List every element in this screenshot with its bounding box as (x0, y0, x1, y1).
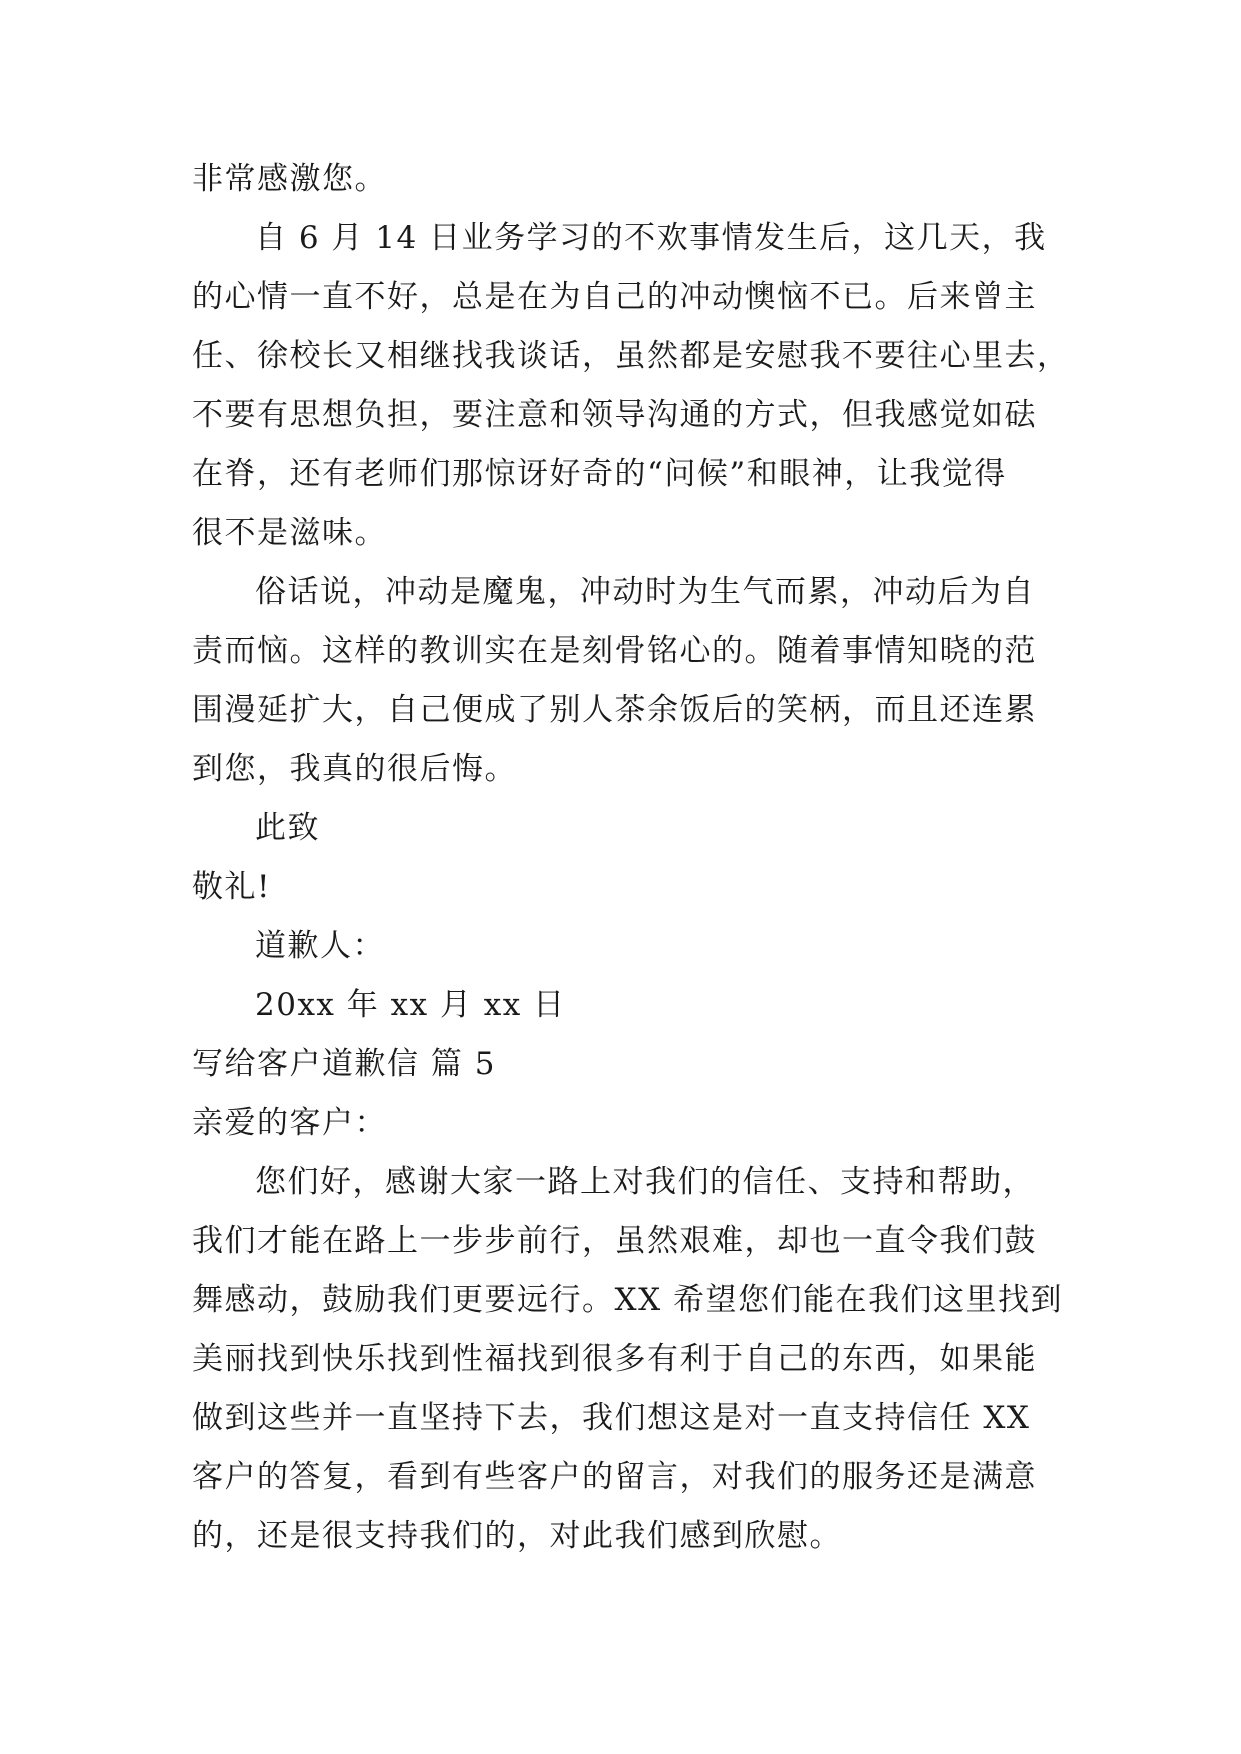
section-title: 写给客户道歉信 篇 5 (192, 1046, 496, 1082)
text-line: 不要有思想负担，要注意和领导沟通的方式，但我感觉如砝 (192, 397, 1037, 433)
text-line: 非常感激您。 (192, 161, 387, 197)
text-line: 很不是滋味。 (192, 515, 387, 551)
date-line: 20xx 年 xx 月 xx 日 (255, 987, 566, 1023)
text-line: 舞感动，鼓励我们更要远行。XX 希望您们能在我们这里找到 (192, 1282, 1063, 1318)
text-line: 到您，我真的很后悔。 (192, 751, 517, 787)
signature-label: 道歉人： (255, 928, 385, 964)
text-line: 责而恼。这样的教训实在是刻骨铭心的。随着事情知晓的范 (192, 633, 1037, 669)
text-line: 俗话说，冲动是魔鬼，冲动时为生气而累，冲动后为自 (255, 574, 1035, 610)
text-line: 我们才能在路上一步步前行，虽然艰难，却也一直令我们鼓 (192, 1223, 1037, 1259)
closing-phrase: 此致 (255, 810, 320, 846)
text-line: 自 6 月 14 日业务学习的不欢事情发生后，这几天，我 (255, 220, 1047, 256)
text-line: 客户的答复，看到有些客户的留言，对我们的服务还是满意 (192, 1459, 1037, 1495)
text-line: 做到这些并一直坚持下去，我们想这是对一直支持信任 XX (192, 1400, 1031, 1436)
salutation: 敬礼! (192, 869, 271, 905)
text-line: 围漫延扩大，自己便成了别人茶余饭后的笑柄，而且还连累 (192, 692, 1037, 728)
text-line: 在脊，还有老师们那惊讶好奇的“问候”和眼神，让我觉得 (192, 456, 1007, 492)
text-line: 的心情一直不好，总是在为自己的冲动懊恼不已。后来曾主 (192, 279, 1037, 315)
text-line: 任、徐校长又相继找我谈话，虽然都是安慰我不要往心里去， (192, 338, 1070, 374)
text-line: 您们好，感谢大家一路上对我们的信任、支持和帮助， (255, 1164, 1035, 1200)
text-line: 的，还是很支持我们的，对此我们感到欣慰。 (192, 1518, 842, 1554)
greeting: 亲爱的客户： (192, 1105, 387, 1141)
text-line: 美丽找到快乐找到性福找到很多有利于自己的东西，如果能 (192, 1341, 1037, 1377)
